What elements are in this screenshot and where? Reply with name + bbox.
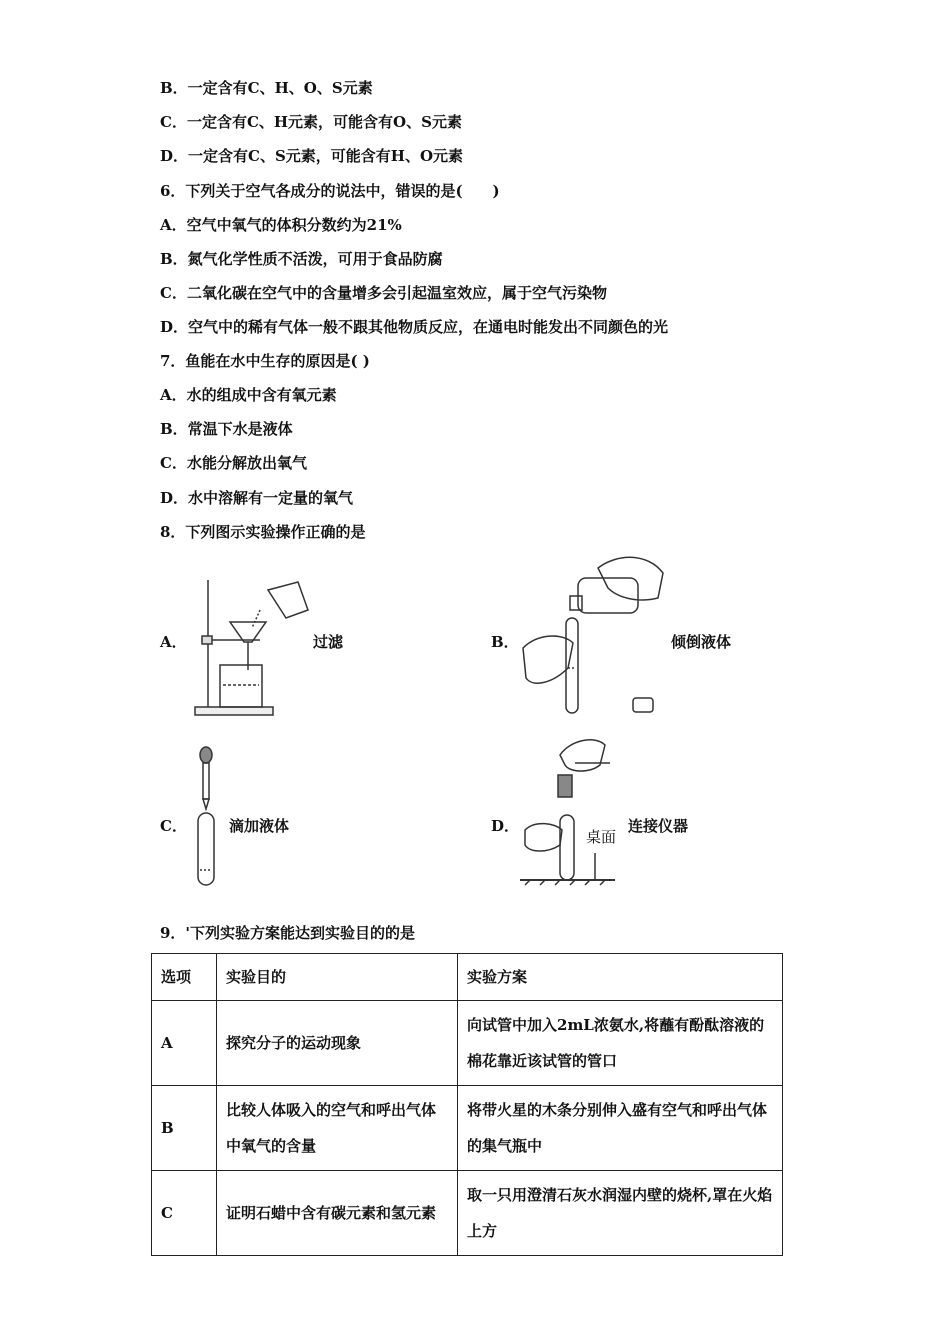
question-7: 7．鱼能在水中生存的原因是( ) — [160, 352, 370, 370]
figure-c-caption: 滴加液体 — [229, 817, 290, 835]
option-7c: C．水能分解放出氧气 — [160, 454, 307, 472]
figure-a-letter: A． — [160, 633, 187, 651]
header-plan: 实验方案 — [458, 954, 783, 1001]
figure-d-caption: 连接仪器 — [628, 817, 689, 835]
table-header — [152, 954, 783, 1001]
pouring-illustration — [518, 548, 668, 723]
option-7a: A．水的组成中含有氧元素 — [160, 386, 337, 404]
option-5d: D．一定含有C、S元素，可能含有H、O元素 — [160, 147, 464, 165]
question-6: 6．下列关于空气各成分的说法中，错误的是( ) — [160, 182, 500, 200]
row-plan: 向试管中加入2mL浓氨水,将蘸有酚酞溶液的棉花靠近该试管的管口 — [458, 1001, 783, 1086]
desk-label: 桌面 — [586, 828, 617, 846]
row-goal: 探究分子的运动现象 — [217, 1001, 458, 1086]
connecting-illustration — [520, 735, 620, 890]
figure-b-caption: 倾倒液体 — [671, 633, 732, 651]
header-option: 选项 — [152, 954, 217, 1001]
option-7d: D．水中溶解有一定量的氧气 — [160, 489, 354, 507]
row-option: A — [152, 1001, 217, 1086]
option-6b: B．氮气化学性质不活泼，可用于食品防腐 — [160, 250, 443, 268]
table-row — [152, 1171, 783, 1256]
figure-a-caption: 过滤 — [313, 633, 344, 651]
figure-b-letter: B． — [491, 633, 519, 651]
filtration-illustration — [190, 570, 320, 720]
table-row — [152, 1086, 783, 1171]
row-goal: 证明石蜡中含有碳元素和氢元素 — [217, 1171, 458, 1256]
row-plan: 取一只用澄清石灰水润湿内壁的烧杯,罩在火焰上方 — [458, 1171, 783, 1256]
row-option: C — [152, 1171, 217, 1256]
option-6a: A．空气中氧气的体积分数约为21% — [160, 216, 402, 234]
table-row — [152, 1001, 783, 1086]
option-5b: B．一定含有C、H、O、S元素 — [160, 79, 373, 97]
question-9: 9．'下列实验方案能达到实验目的的是 — [160, 924, 416, 942]
row-option: B — [152, 1086, 217, 1171]
row-plan: 将带火星的木条分别伸入盛有空气和呼出气体的集气瓶中 — [458, 1086, 783, 1171]
option-7b: B．常温下水是液体 — [160, 420, 293, 438]
figure-c-letter: C． — [160, 817, 187, 835]
option-6c: C．二氧化碳在空气中的含量增多会引起温室效应，属于空气污染物 — [160, 284, 607, 302]
dropper-illustration — [190, 745, 230, 890]
row-goal: 比较人体吸入的空气和呼出气体中氧气的含量 — [217, 1086, 458, 1171]
q9-table — [151, 953, 783, 1256]
question-8: 8．下列图示实验操作正确的是 — [160, 523, 366, 541]
figure-d-letter: D． — [491, 817, 520, 835]
option-6d: D．空气中的稀有气体一般不跟其他物质反应，在通电时能发出不同颜色的光 — [160, 318, 669, 336]
option-5c: C．一定含有C、H元素，可能含有O、S元素 — [160, 113, 462, 131]
header-goal: 实验目的 — [217, 954, 458, 1001]
